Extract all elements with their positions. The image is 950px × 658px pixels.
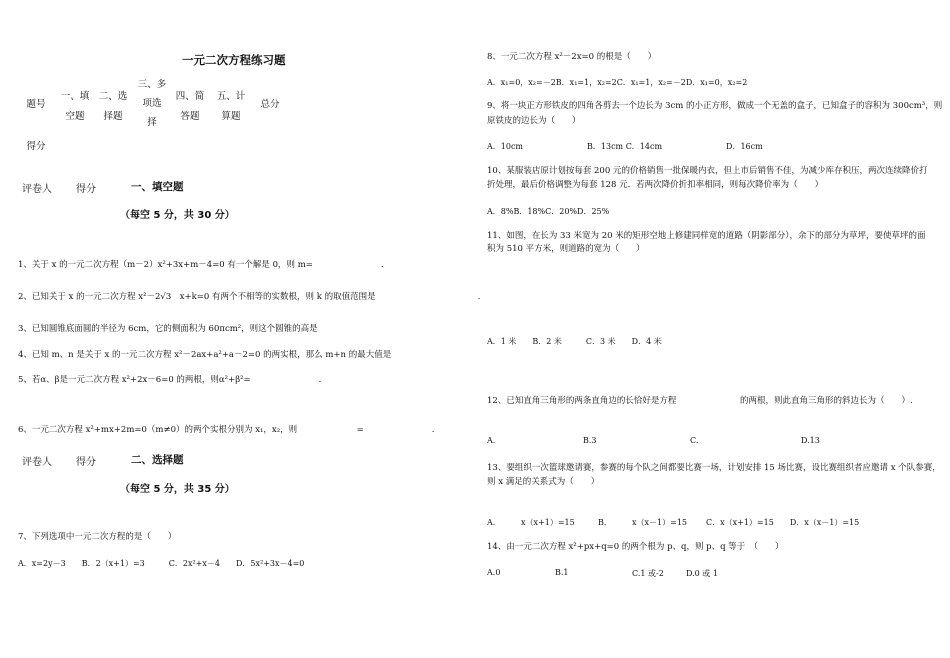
row-label-score: 得分	[26, 141, 46, 152]
question-12-option-d: D.13	[801, 436, 820, 445]
question-11-options: A．1 米 B．2 米 C．3 米 D．4 米	[487, 337, 662, 346]
question-8-options: A．x₁=0，x₂=－2B．x₁=1，x₂=2C．x₁=1，x₂=－2D．x₁=0，x₂=2	[487, 78, 748, 87]
col-short-answer: 四、简 答题	[175, 91, 205, 122]
grader-label: 评卷人	[22, 457, 52, 468]
question-10-line-1: 10、某服装店原计划按每套 200 元的价格销售一批保暖内衣，但上市后销售不佳，为减少库存积压，两次连续降价打	[487, 166, 928, 176]
question-13-options-cd: C．x（x+1）=15 D．x（x－1）=15	[706, 518, 860, 527]
question-9-line-1: 9、将一块正方形铁皮的四角各剪去一个边长为 3cm 的小正方形，做成一个无盖的盒子，已知盒子的容积为 300cm³，则	[487, 101, 943, 111]
question-13-option-b-label: B．	[598, 518, 612, 527]
question-11-line-1: 11、如图，在长为 33 米宽为 20 米的矩形空地上修建同样宽的道路（阴影部分），余下的部分为草坪，要使草坪的面	[487, 231, 926, 241]
row-label-question-number: 题号	[26, 99, 46, 110]
section-heading-choice: 二、选择题	[131, 454, 184, 466]
col-single-choice: 二、选 择题	[98, 91, 128, 122]
col-calculation: 五、计 算题	[216, 91, 246, 122]
question-12-option-a: A.	[487, 436, 496, 445]
col-multi-choice: 三、多 项选 择	[137, 79, 167, 128]
section-note-choice: （每空 5 分，共 35 分）	[120, 484, 235, 495]
col-total: 总分	[260, 99, 280, 110]
grader-label: 评卷人	[22, 184, 52, 195]
question-14-option-d: D.0 或 1	[686, 569, 718, 578]
score-label: 得分	[76, 184, 96, 195]
question-12-part-a: 12、已知直角三角形的两条直角边的长恰好是方程	[487, 396, 677, 406]
question-10-line-2: 折处理，最后价格调整为每套 128 元．若两次降价折扣率相同，则每次降价率为（ ）	[487, 180, 824, 190]
page-title: 一元二次方程练习题	[182, 53, 286, 67]
question-13-option-a: x（x+1）=15	[521, 518, 575, 527]
question-2: 2、已知关于 x 的一元二次方程 x²－2√3 x+k=0 有两个不相等的实数根，则 k 的取值范围是 .	[18, 292, 481, 302]
question-12-option-c: C.	[690, 436, 699, 445]
question-10-options: A．8%B．18%C．20%D．25%	[487, 207, 610, 216]
question-11-line-2: 积为 510 平方米，则道路的宽为（ ）	[487, 244, 645, 254]
score-label: 得分	[76, 457, 96, 468]
question-12-option-b: B.3	[583, 436, 597, 445]
question-7: 7、下列选项中一元二次方程的是（ ）	[18, 532, 177, 542]
question-14: 14、由一元二次方程 x²+px+q=0 的两个根为 p、q，则 p、q 等于 （ ）	[487, 542, 784, 552]
section-heading-fill-blank: 一、填空题	[131, 181, 184, 193]
question-14-option-a: A.0	[487, 568, 501, 577]
question-6: 6、一元二次方程 x²+mx+2m=0（m≠0）的两个实根分别为 x₁，x₂，则 = .	[18, 425, 435, 435]
question-13-line-2: 则 x 满足的关系式为（ ）	[487, 477, 600, 487]
question-13-line-1: 13、要组织一次篮球邀请赛，参赛的每个队之间都要比赛一场，计划安排 15 场比赛，设比赛组织者应邀请 x 个队参赛，	[487, 463, 941, 473]
question-9-line-2: 原铁皮的边长为（ ）	[487, 116, 581, 126]
question-4: 4、已知 m、n 是关于 x 的一元二次方程 x²－2ax+a²+a－2=0 的两实根，那么 m+n 的最大值是	[18, 350, 392, 360]
question-13-option-b: x（x－1）=15	[632, 518, 687, 527]
question-12-part-b: 的两根，则此直角三角形的斜边长为（ ）.	[740, 396, 913, 406]
question-5: 5、若α、β是一元二次方程 x²+2x－6=0 的两根，则α²+β²= .	[18, 375, 322, 385]
question-14-option-b: B.1	[555, 568, 569, 577]
question-9-options: A．10cm B．13cm C．14cm D．16cm	[487, 142, 763, 151]
question-13-option-a-label: A．	[487, 518, 501, 527]
col-fill-blank: 一、填 空题	[60, 91, 90, 122]
question-1: 1、关于 x 的一元二次方程（m－2）x²+3x+m－4=0 有一个解是 0，则 m= .	[18, 260, 384, 270]
question-7-options: A．x=2y－3 B．2（x+1）=3 C．2x²+x－4 D．5x²+3x－4=0	[18, 559, 305, 568]
question-14-option-c: C.1 或-2	[632, 569, 664, 578]
question-3: 3、已知圆锥底面圆的半径为 6cm，它的侧面积为 60πcm²，则这个圆锥的高是	[18, 324, 318, 334]
section-note-fill-blank: （每空 5 分，共 30 分）	[120, 210, 235, 221]
question-8: 8、一元二次方程 x²－2x=0 的根是（ ）	[487, 52, 657, 62]
